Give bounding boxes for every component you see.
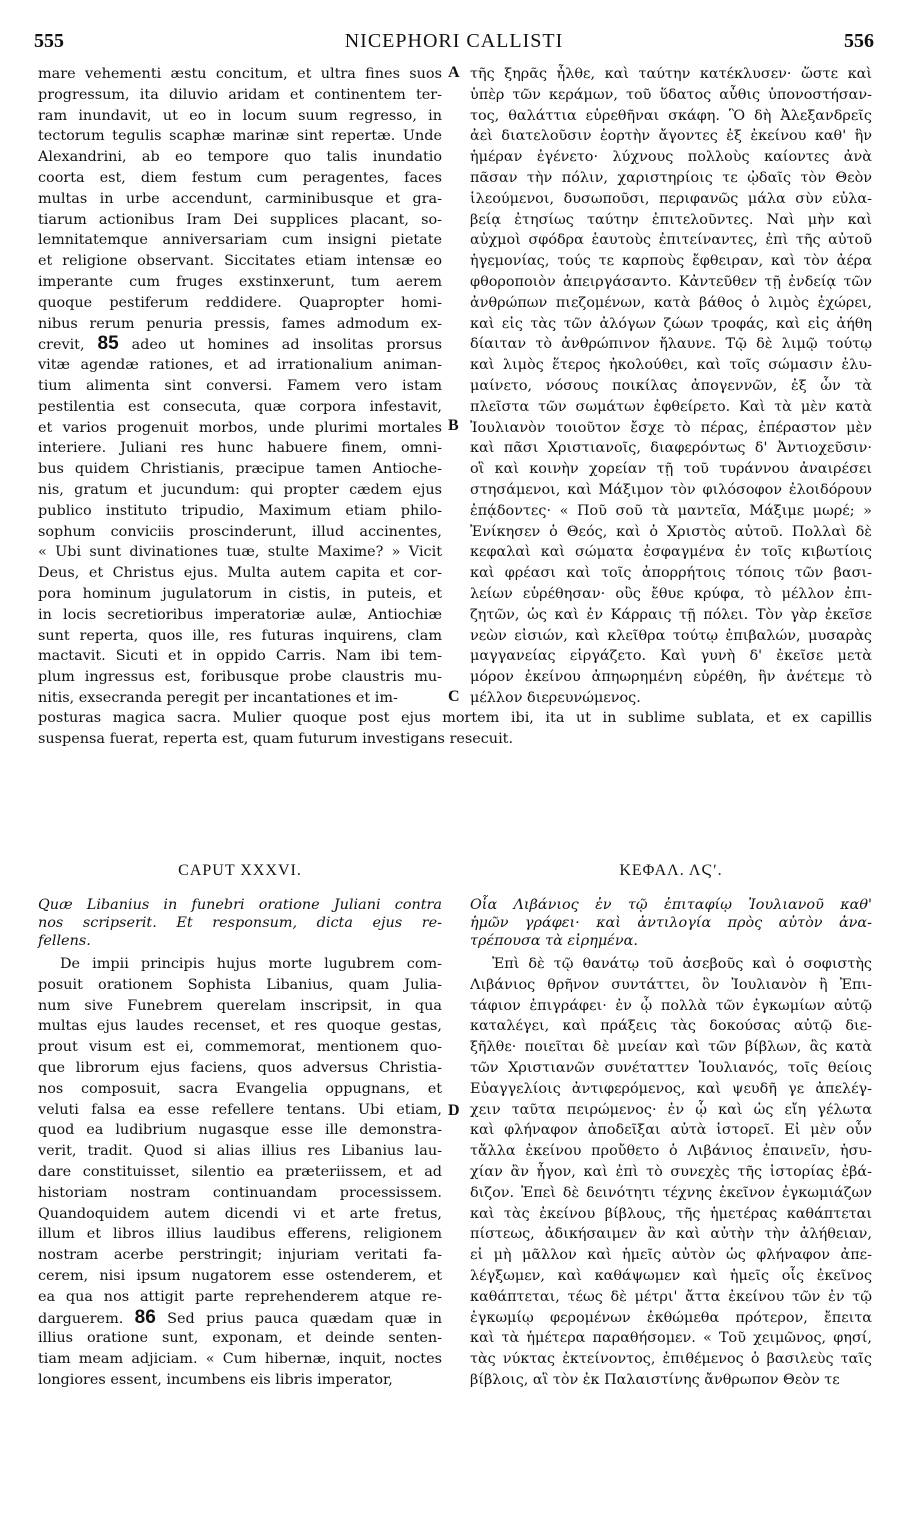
latin-line: bus quidem Christianis, præcipue tamen Antioche-: [38, 461, 442, 478]
greek-line: οἳ καὶ κοινὴν χορείαν τῇ τοῦ τυράννου ἀναιρέσει: [470, 461, 872, 478]
greek-line: ἱλεούμενοι, δυσωποῦσι, περιφανῶς μάλα σὺν εὐλα-: [470, 190, 872, 207]
greek-line: Ἰουλιανὸν τοιοῦτον ἔσχε τὸ πέρας, ἐπέραστον μὲν: [470, 419, 872, 436]
greek-line: τος, θαλάττια εὑρεθῆναι σκάφη. Ὃ δὴ Ἀλεξανδρεῖς: [470, 107, 872, 124]
latin-line: ram inundavit, ut eo in locum suum regresso, in: [38, 107, 442, 124]
latin-line: publico instituto tripudio, Maximum etiam philo-: [38, 502, 442, 519]
greek-line: μόρον ἐκείνου ἀπηωρημένη εὑρέθη, ἣν ἀνέτεμε τὸ: [470, 669, 872, 686]
greek-line: πίστεως, ἀδικήσαιμεν ἂν καὶ αὐτὴν τὴν ἀλήθειαν,: [470, 1226, 872, 1243]
latin-line: in locis secretioribus imperatoriæ aulæ, Antiochiæ: [38, 606, 442, 623]
latin-line: multas in urbe accendunt, carminibusque et gra-: [38, 190, 442, 207]
text-fragment: adeo ut homines ad insolitas prorsus: [118, 337, 442, 354]
greek-line: πᾶσαν τὴν πόλιν, χαριστηρίοις τε ᾠδαῖς τὸν Θεὸν: [470, 169, 872, 186]
latin-line: illum et libros illius laudibus efferens, religionem: [38, 1226, 442, 1243]
greek-line: Ἐπὶ δὲ τῷ θανάτῳ τοῦ ἀσεβοῦς καὶ ὁ σοφιστὴς: [492, 956, 872, 972]
greek-line: καὶ πᾶσι Χριστιανοῖς, διαφερόντως δ' Ἀντιοχεῦσιν·: [470, 440, 872, 457]
page-number-right: 556: [844, 30, 874, 52]
greek-line: καὶ τὰ ἡμέτερα παραθήσομεν. « Τοῦ χειμῶνος, φησί,: [470, 1330, 872, 1347]
greek-column-top: [470, 64, 872, 709]
latin-line: ea qua nos attigit parte reprehenderem atque re-: [38, 1288, 442, 1305]
latin-line: nibus rerum penuria pressis, fames admodum ex-: [38, 315, 442, 332]
latin-line: pestilentia est consecuta, quæ corpora infestavit,: [38, 398, 442, 415]
chapter-summary-latin: [38, 896, 442, 950]
running-title: NICEPHORI CALLISTI: [344, 30, 564, 52]
summary-line: nos scripserit. Et responsum, dicta ejus re-: [38, 915, 442, 931]
greek-line: μαγγανείας εἰργάζετο. Καὶ γυνὴ δ' ἐκεῖσε μετὰ: [470, 648, 872, 665]
text-fragment: Sed prius pauca quædam quæ in: [155, 1310, 442, 1327]
latin-line: et varios progenuit morbos, unde plurimi mortales: [38, 419, 442, 436]
summary-line: fellens.: [38, 933, 91, 949]
margin-letter-a: A: [448, 64, 460, 81]
full-width-continuation: [38, 708, 872, 750]
greek-line: καθάπτεται, τέως δὲ μέτρι' ἄττα ἐκείνου τῶν ἐν τῷ: [470, 1288, 872, 1305]
latin-line: pora hominum jugulatorum in cistis, in puteis, et: [38, 585, 442, 602]
greek-line: καὶ τὰς ἐκείνου βίβλους, τῆς ἡμετέρας καθάπτεται: [470, 1205, 872, 1222]
latin-line: Alexandrini, ab eo tempore quo talis inundatio: [38, 149, 442, 166]
summary-line: ἡμῶν γράφει· καὶ ἀντιλογία πρὸς αὐτὸν ἀνα-: [470, 915, 872, 931]
latin-line: tium alimenta sint conversi. Famem vero istam: [38, 377, 442, 394]
greek-line: μαίνετο, νόσους ποικίλας ἀπογεννῶν, ἐξ ὧν τὰ: [470, 377, 872, 394]
greek-line: δίαιταν τὸ ἀνθρώπινον ἤλαυνε. Τῷ δὲ λιμῷ τούτῳ: [470, 336, 872, 353]
latin-line: [38, 1308, 442, 1329]
greek-line: ζητῶν, ὡς καὶ ἐν Κάρραις τῇ πόλει. Τὸν γὰρ ἐκεῖσε: [470, 606, 872, 623]
latin-line: nos composuit, sacra Evangelia oppugnans, et: [38, 1080, 442, 1097]
greek-line: Εὐαγγελίοις ἀντιφερόμενος, καὶ ψευδῆ γε ἀπελέγ-: [470, 1080, 872, 1097]
text-fragment: darguerem.: [38, 1310, 135, 1327]
latin-line: longiores essent, incumbens eis libris imperator,: [38, 1371, 393, 1388]
greek-column-bottom: [470, 954, 872, 1391]
latin-line: tiam meam adjiciam. « Cum hibernæ, inquit, noctes: [38, 1351, 442, 1368]
latin-line: historiam nostram continuandam processissem.: [38, 1184, 442, 1201]
latin-line: Quandoquidem autem dicendi vi et arte fretus,: [38, 1205, 442, 1222]
greek-line: καὶ φρέασι καὶ τοῖς ἀπορρήτοις τόποις τῶν βασι-: [470, 565, 872, 582]
greek-line: πλεῖστα τῶν σωμάτων ἐφθείρετο. Καὶ τὰ μὲν κατὰ: [470, 398, 872, 415]
greek-line: βίβλοις, αἳ τὸν ἐκ Παλαιστίνης ἄνθρωπον Θεὸν τε: [470, 1371, 840, 1388]
margin-letter-b: B: [448, 417, 459, 434]
greek-line: ἡμέραν ἐγένετο· λύχνους πολλοὺς καίοντες ἀνὰ: [470, 149, 872, 166]
greek-line: ἀεὶ διατελοῦσιν ἑορτὴν ἄγοντες ἐξ ἐκείνου καθ' ἣν: [470, 128, 872, 145]
greek-line: χειν ταῦτα πειρώμενος· ἐν ᾧ καὶ ὡς εἴη γέλωτα: [470, 1101, 872, 1118]
latin-line: prout visum est ei, commemorat, mentionem quo-: [38, 1039, 442, 1056]
greek-line: χίαν ἂν ἦγον, καὶ ἐπὶ τὸ συνεχὲς τῆς ἱστορίας ἐβά-: [470, 1163, 872, 1180]
latin-line: vitæ agendæ rationes, et ad irrationalium animan-: [38, 357, 442, 374]
greek-line: καὶ λιμὸς ἕτερος ἠκολούθει, καὶ τοῖς σώμασιν ἐλυ-: [470, 357, 872, 374]
latin-line: que librorum ejus faciens, quos adversus Christia-: [38, 1059, 442, 1076]
greek-line: βείᾳ ἐτησίως ταύτην ἐπιτελοῦντες. Ναὶ μὴν καὶ: [470, 211, 872, 228]
greek-line: ὑπὲρ τῶν κεράμων, τοῦ ὕδατος αὖθις ὑπονοστήσαν-: [470, 86, 872, 103]
margin-letter-c: C: [448, 688, 460, 705]
greek-line: τἄλλα ἐκείνου προὔθετο ὁ Λιβάνιος ἐπαινεῖν, ἡσυ-: [470, 1143, 872, 1160]
greek-line: φθοροποιὸν ἀπειργάσαντο. Κἀντεῦθεν τῇ ἐνδείᾳ τῶν: [470, 273, 872, 290]
latin-line: lemnitatemque anniversariam cum insigni pietate: [38, 232, 442, 249]
latin-line: cerem, nisi ipsum nugatorem esse ostenderem, et: [38, 1267, 442, 1284]
latin-line: et religione observant. Siccitates etiam intensæ eo: [38, 253, 442, 270]
latin-line: Deus, et Christus ejus. Multa autem capita et cor-: [38, 565, 442, 582]
greek-line: αὐχμοὶ σφόδρα ἑαυτοὺς ἐπιτείναντες, ἐπὶ τῆς αὐτοῦ: [470, 232, 872, 249]
margin-letter-d: D: [448, 1102, 460, 1119]
latin-line: interiere. Juliani res hunc habuere finem, omni-: [38, 440, 442, 457]
latin-line: [38, 334, 442, 355]
greek-line: τάφιον ἐπιγράφει· ἐν ᾧ πολλὰ τῶν ἐγκωμίων αὐτῷ: [470, 997, 872, 1014]
latin-column-bottom: [38, 954, 442, 1391]
latin-line: dare constituisset, silentio ea præteriissem, et ad: [38, 1163, 442, 1180]
full-width-line: posturas magica sacra. Mulier quoque post ejus mortem ibi, ita ut in sublime sublata, et ex capillis: [38, 710, 872, 726]
greek-line: εἰ μὴ μᾶλλον καὶ ἡμεῖς αὐτὸν ὡς φλήναφον ἀπε-: [470, 1247, 872, 1264]
latin-line: quod ea ludibrium nugasque esse ille demonstra-: [38, 1122, 442, 1139]
edition-page-number: 86: [134, 1306, 156, 1328]
latin-line: sophum conviciis proscinderunt, illud accinentes,: [38, 523, 442, 540]
latin-column-top: [38, 64, 442, 709]
page-number-left: 555: [34, 30, 64, 52]
latin-line: tectorum tegulis scaphæ marinæ sint repertæ. Unde: [38, 128, 442, 145]
latin-line: nitis, exsecranda peregit per incantationes et im-: [38, 689, 398, 706]
greek-line: ἡγεμονίας, τούς τε καρποὺς ἔφθειραν, καὶ τὸν ἀέρα: [470, 253, 872, 270]
latin-line: verit, tradit. Quod si alias illius res Libanius lau-: [38, 1143, 442, 1160]
greek-line: στησάμενοι, καὶ Μάξιμον τὸν φιλόσοφον ἐλοιδόρουν: [470, 481, 872, 498]
greek-line: μέλλον διερευνώμενος.: [470, 689, 641, 706]
latin-line: mactavit. Sicuti et in oppido Carris. Nam ibi tem-: [38, 648, 442, 665]
summary-line: Οἷα Λιβάνιος ἐν τῷ ἐπιταφίῳ Ἰουλιανοῦ καθ': [470, 897, 872, 913]
summary-line: Quæ Libanius in funebri oratione Juliani contra: [38, 897, 442, 913]
greek-line: τῆς ξηρᾶς ἦλθε, καὶ ταύτην κατέκλυσεν· ὥστε καὶ: [470, 66, 872, 82]
greek-line: τὰς νύκτας ἐκτείνοντος, ἐπιθέμενος ὁ βασιλεὺς ταῖς: [470, 1351, 872, 1368]
greek-line: νεὼν εἰσιών, καὶ κλεῖθρα τούτῳ ἐπιβαλών, μυσαρὰς: [470, 627, 872, 644]
latin-line: progressum, ita diluvio aridam et continentem ter-: [38, 86, 442, 103]
greek-line: ἐγκωμίῳ φερομένων ἐκθώμεθα πρότερον, ἔπειτα: [470, 1309, 872, 1326]
latin-line: veluti falsa ea esse refellere tentans. Ubi etiam,: [38, 1101, 442, 1118]
chapter-heading-greek: ΚΕΦΑΛ. ΛϚʹ.: [619, 862, 723, 879]
greek-line: καταλέγει, καὶ πράξεις τὰς δοκούσας αὐτῷ διε-: [470, 1018, 872, 1035]
latin-line: « Ubi sunt divinationes tuæ, stulte Maxime? » Vicit: [38, 544, 442, 561]
summary-line: τρέπουσα τὰ εἰρημένα.: [470, 933, 638, 949]
greek-line: λείων εὑρέθησαν· οὓς ἔθυε κρύφα, τὸ μέλλον ἐπι-: [470, 585, 872, 602]
latin-line: nostram acerbe perstringit; injuriam veritati fa-: [38, 1247, 442, 1264]
text-fragment: crevit,: [38, 337, 98, 354]
chapter-summary-greek: [470, 896, 872, 950]
greek-line: λέγξωμεν, καὶ καθάψωμεν καὶ ἡμεῖς οἷς ἐκεῖνος: [470, 1267, 872, 1284]
latin-line: illius oratione sunt, exponam, et deinde senten-: [38, 1330, 442, 1347]
latin-line: De impii principis hujus morte lugubrem com-: [60, 956, 442, 972]
latin-line: tiarum actionibus Iram Dei supplices placant, so-: [38, 211, 442, 228]
greek-line: διζον. Ἐπεὶ δὲ δεινότητι τέχνης ἐκεῖνον ἐγκωμιάζων: [470, 1184, 872, 1201]
latin-line: quoque pestiferum reddidere. Quapropter homi-: [38, 294, 442, 311]
latin-line: imperante cum fruges exstinxerunt, tum aerem: [38, 273, 442, 290]
greek-line: κεφαλαὶ καὶ σώματα ἐσφαγμένα ἐν τοῖς κιβωτίοις: [470, 544, 872, 561]
greek-line: καὶ εἰς τὰς τῶν ἀλόγων ζώων τροφάς, καὶ εἰς ἀήθη: [470, 315, 872, 332]
latin-line: coorta est, diem festum cum peragentes, faces: [38, 169, 442, 186]
greek-line: τῶν Χριστιανῶν συνέταττεν Ἰουλιανός, τοῖς θείοις: [470, 1059, 872, 1076]
greek-line: ἀνθρώπων πιεζομένων, κατὰ βάθος ὁ λιμὸς ἐχώρει,: [470, 294, 872, 311]
greek-line: ξῆλθε· ποιεῖται δὲ μνείαν καὶ τῶν βίβλων, ἃς κατὰ: [470, 1039, 872, 1056]
latin-line: sunt reperta, quos ille, res futuras inquirens, clam: [38, 627, 442, 644]
chapter-heading-latin: CAPUT XXXVI.: [178, 862, 302, 879]
latin-line: num sive Funebrem querelam inscripsit, in qua: [38, 997, 442, 1014]
latin-line: multas ejus laudes recenset, et res quoque gestas,: [38, 1018, 442, 1035]
latin-line: nis, gratum et jucundum: qui propter cædem ejus: [38, 481, 442, 498]
greek-line: ἐπᾴδοντες· « Ποῦ σοῦ τὰ μαντεῖα, Μάξιμε μωρέ; »: [470, 502, 872, 519]
edition-page-number: 85: [97, 333, 119, 355]
greek-line: Λιβάνιος θρῆνον συντάττει, ὃν Ἰουλιανὸν ἢ Ἐπι-: [470, 976, 872, 993]
full-width-line: suspensa fuerat, reperta est, quam futurum investigans resecuit.: [38, 730, 514, 747]
latin-line: mare vehementi æstu concitum, et ultra fines suos: [38, 66, 442, 82]
page-header: [34, 30, 874, 60]
greek-line: Ἐνίκησεν ὁ Θεός, καὶ ὁ Χριστὸς αὐτοῦ. Πολλαὶ δὲ: [470, 523, 872, 540]
latin-line: plum ingressus est, foribusque probe claustris mu-: [38, 669, 442, 686]
greek-line: καὶ φλήναφον ἀποδεῖξαι αὐτὰ ἱστορεῖ. Εἰ μὲν οὖν: [470, 1122, 872, 1139]
latin-line: posuit orationem Sophista Libanius, quam Julia-: [38, 976, 442, 993]
